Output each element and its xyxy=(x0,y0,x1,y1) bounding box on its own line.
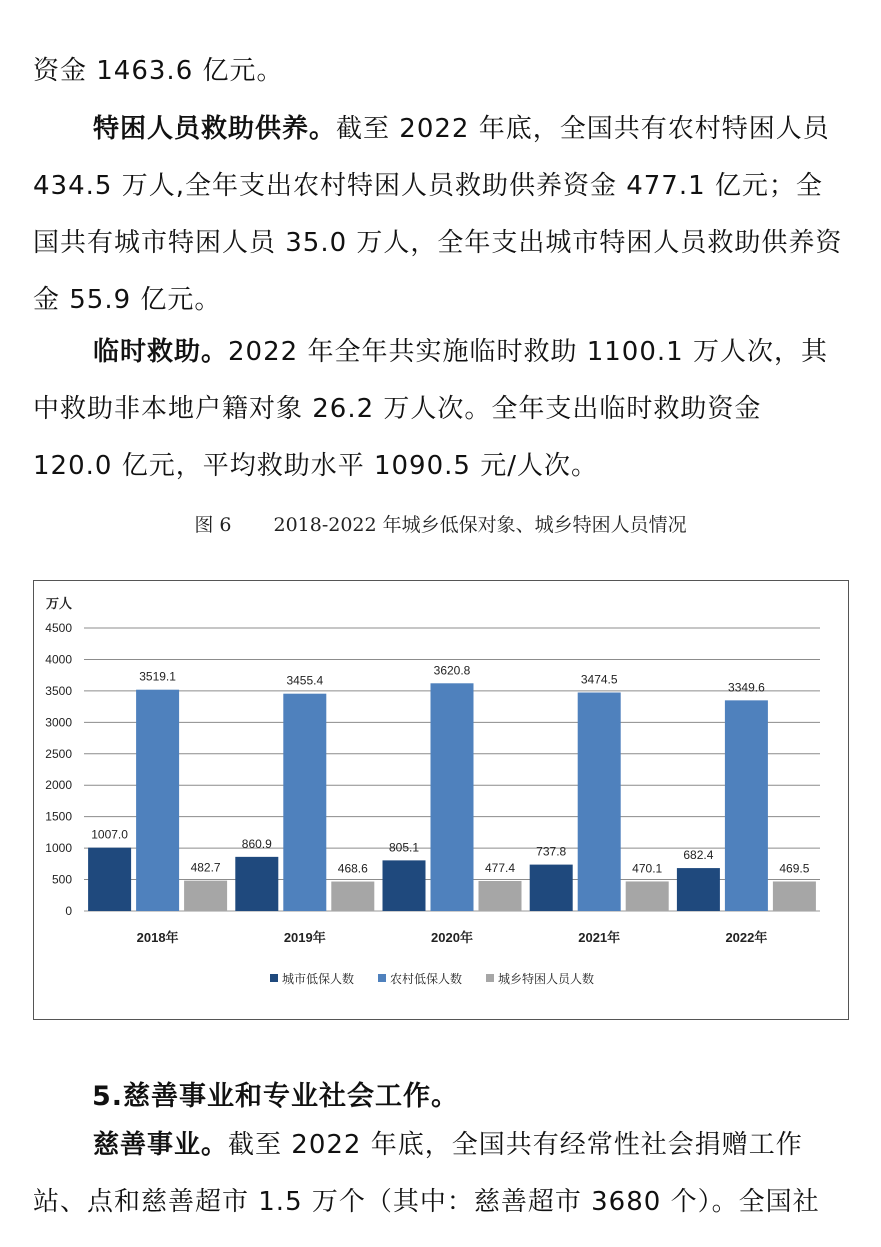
bar xyxy=(283,694,326,911)
paragraph-continuation xyxy=(33,43,849,100)
bar xyxy=(479,881,522,911)
chart-frame xyxy=(33,580,849,1020)
bar xyxy=(136,690,179,911)
figure-title: 2018-2022 年城乡低保对象、城乡特困人员情况 xyxy=(273,514,687,536)
y-tick-label: 4500 xyxy=(45,621,72,635)
bar xyxy=(626,881,669,911)
continuation-text: 资金 1463.6 亿元。 xyxy=(33,56,284,86)
bar xyxy=(578,692,621,911)
legend-swatch xyxy=(270,974,278,982)
bar xyxy=(331,882,374,911)
data-label: 3474.5 xyxy=(580,672,618,687)
linshi-heading: 临时救助。 xyxy=(93,337,229,367)
y-tick-label: 2500 xyxy=(45,746,72,761)
y-tick-label: 3000 xyxy=(45,715,72,730)
bar xyxy=(431,683,474,911)
tekun-heading: 特困人员救助供养。 xyxy=(93,114,337,144)
linshi-body: 2022 年全年共实施临时救助 1100.1 万人次，其中救助非本地户籍对象 26.2 万人次。全年支出临时救助资金 120.0 亿元，平均救助水平 1090.5 元/人次。 xyxy=(33,337,828,481)
bar xyxy=(773,881,816,911)
y-tick-label: 1000 xyxy=(45,841,72,856)
paragraph-linshi xyxy=(33,324,849,495)
legend-swatch xyxy=(486,974,494,982)
data-label: 470.1 xyxy=(632,861,663,876)
data-label: 1007.0 xyxy=(91,827,128,842)
data-label: 3349.6 xyxy=(728,680,765,695)
y-tick-label: 1500 xyxy=(45,809,72,824)
y-unit-label: 万人 xyxy=(46,596,73,611)
legend-label: 农村低保人数 xyxy=(390,972,463,986)
y-tick-label: 3500 xyxy=(45,683,72,698)
data-label: 3519.1 xyxy=(139,669,176,684)
data-label: 737.8 xyxy=(536,844,567,859)
bar xyxy=(235,857,278,911)
y-tick-label: 0 xyxy=(65,904,72,918)
data-label: 482.7 xyxy=(190,860,221,875)
data-label: 3455.4 xyxy=(286,673,324,688)
figure-caption xyxy=(0,510,881,537)
legend-label: 城乡特困人员人数 xyxy=(498,972,595,986)
data-label: 3620.8 xyxy=(433,663,471,678)
cishan-body: 截至 2022 年底，全国共有经常性社会捐赠工作站、点和慈善超市 1.5 万个（其中：慈善超市 3680 个）。全国社 xyxy=(33,1130,820,1217)
x-tick-label: 2021年 xyxy=(578,930,621,945)
bar xyxy=(677,868,720,911)
x-tick-label: 2020年 xyxy=(431,930,473,945)
x-tick-label: 2018年 xyxy=(136,930,179,945)
tekun-body: 截至 2022 年底，全国共有农村特困人员 434.5 万人,全年支出农村特困人员救助供养资金 477.1 亿元；全国共有城市特困人员 35.0 万人，全年支出城市特困人员救助供养资金 55.9 亿元。 xyxy=(33,114,843,315)
data-label: 860.9 xyxy=(241,836,272,851)
legend-label: 城市低保人数 xyxy=(282,972,355,986)
bar xyxy=(184,881,227,911)
x-tick-label: 2019年 xyxy=(283,930,326,945)
bar-chart xyxy=(34,581,850,1021)
data-label: 477.4 xyxy=(484,860,516,875)
bar xyxy=(88,848,131,911)
y-tick-label: 4000 xyxy=(45,652,72,667)
paragraph-cishan xyxy=(33,1117,849,1231)
data-label: 469.5 xyxy=(779,861,810,876)
data-label: 682.4 xyxy=(683,848,714,863)
cishan-heading: 慈善事业。 xyxy=(93,1130,229,1160)
paragraph-tekun xyxy=(33,101,849,329)
bar xyxy=(383,860,426,911)
y-tick-label: 2000 xyxy=(45,778,72,793)
legend-swatch xyxy=(378,974,386,982)
figure-label: 图 6 xyxy=(194,514,232,536)
bar xyxy=(725,700,768,911)
y-tick-label: 500 xyxy=(51,872,72,887)
section-title: 5.慈善事业和专业社会工作。 xyxy=(92,1081,460,1112)
data-label: 805.1 xyxy=(388,840,420,855)
data-label: 468.6 xyxy=(337,861,368,876)
bar xyxy=(530,865,573,911)
x-tick-label: 2022年 xyxy=(725,930,768,945)
